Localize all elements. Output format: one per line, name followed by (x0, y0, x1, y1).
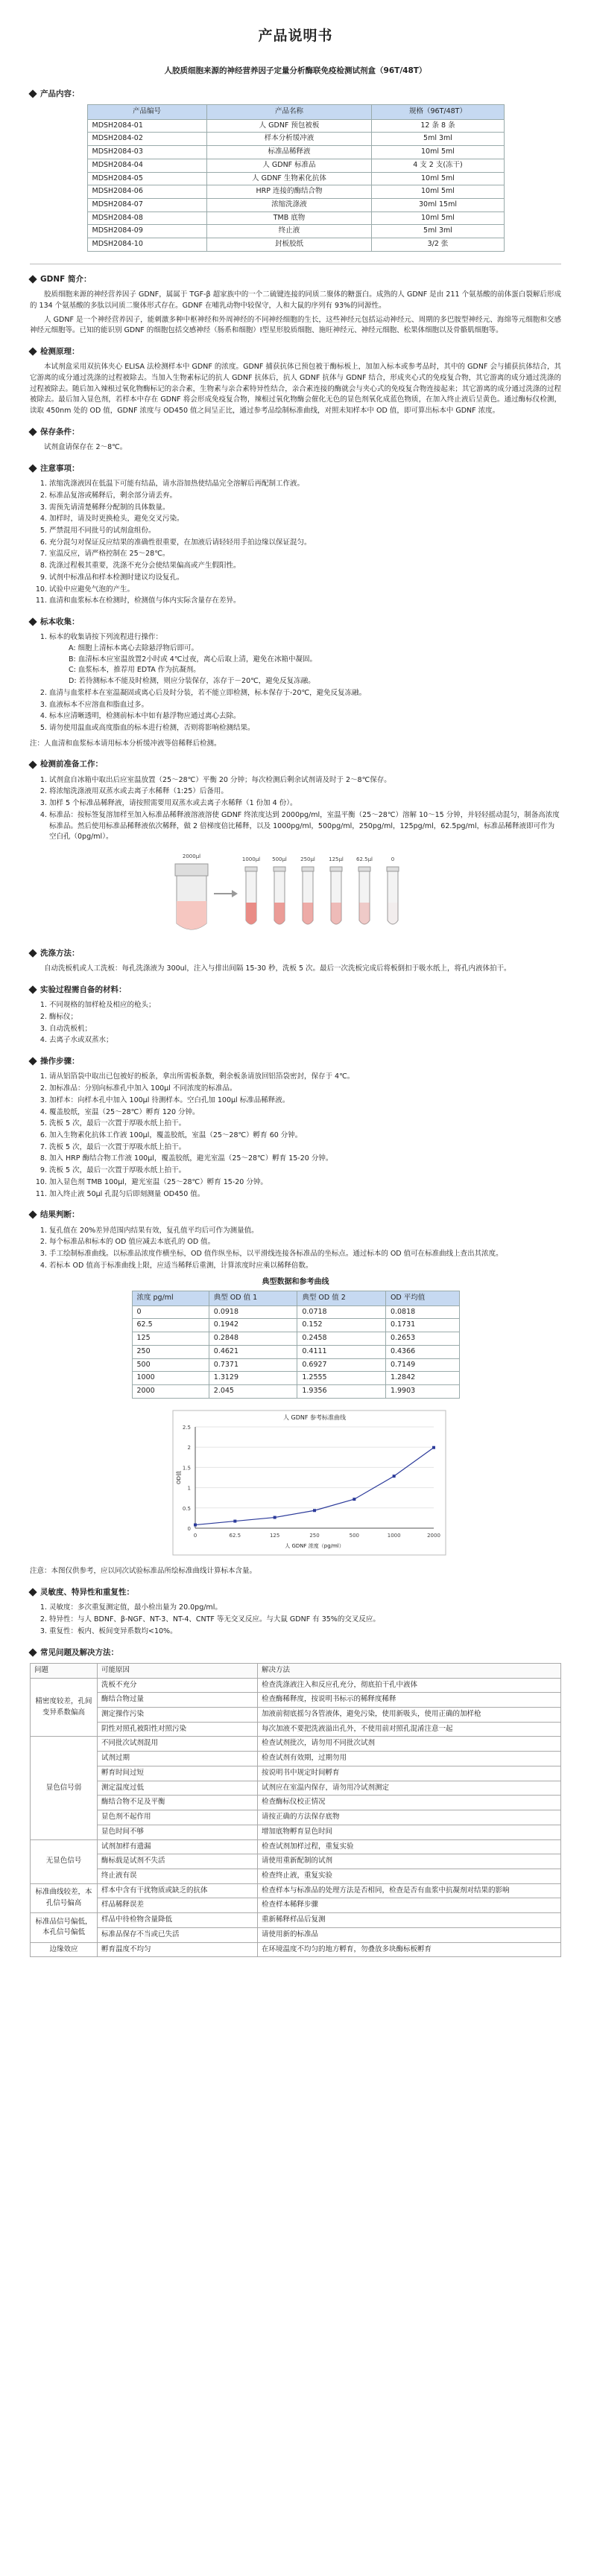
table-cell: 1000 (132, 1372, 209, 1385)
table-cell: 5ml 3ml (372, 225, 504, 238)
procedure-item: 4. 覆盖胶纸，室温（25～28℃）孵育 120 分钟。 (49, 1107, 561, 1119)
table-row (31, 1781, 561, 1796)
table-row (132, 1385, 459, 1399)
table-cell: 30ml 15ml (372, 199, 504, 212)
principle-text: 本试剂盒采用双抗体夹心 ELISA 法检测样本中 GDNF 的浓度。GDNF 捕获抗体已预包被于酶标板上，加加入标本或参考品时，其中的 GDNF 会与捕获抗体结合，其它游离的成分通过洗涤的过程被除去。当加入生物素标记的抗人 GDNF 抗体后，抗人 GDNF 抗体与 GDNF 结合，形成夹心式的免疫复合物，其它游离的成分通过洗涤的过程被除去。随后加入辣根过氧化物酶标记的亲合素，生物素与亲合素特异性结合，亲合素连接的酶就会与夹心式的免疫复合物连接起来；其它游离的成分通过洗涤的过程被除去。最后加入显色剂，若样本中存在 GDNF 将会形成免疫复合物，辣根过氧化物酶会催化无色的显色剂氧化成蓝色物质，在加入终止液后呈黄色。通过酶标仪检测，读取 450nm 处的 OD 值，GDNF 浓度与 OD450 值之间呈正比，通过参考品绘制标准曲线，对照未知样本中 OD 值，即可算出标本中 GDNF 浓度。 (30, 363, 561, 416)
procedure-item: 10. 加入显色剂 TMB 100μl，避光室温（25～28℃）孵育 15-20 分钟。 (49, 1177, 561, 1189)
precaution-item: 6. 充分混匀对保证反应结果的准确性很重要，在加液后请轻轻用手拍边缘以保证混匀。 (49, 538, 561, 549)
data-point (432, 1446, 435, 1448)
table-row (132, 1306, 459, 1319)
intro-paragraph: 人 GDNF 是一个神经营养因子，能刺激多种中枢神经和外周神经的不同神经细胞的生长，这些神经元包括运动神经元、周期的多巴胺型神经元、海绵等元细胞和交感神经元细胞等。已知的能识别 GDNF 的细胞包括交感神经（肠系和细胞）Ⅰ型星形胶质细胞、施旺神经元、神经元细胞、松果体细胞以及骨骼肌细胞等。 (30, 315, 561, 335)
calculation-item: 1. 复孔值在 20%差异范围内结果有效，复孔值平均后可作为测量值。 (49, 1226, 561, 1237)
table-cell: 标准品稀释液 (206, 146, 372, 159)
solution-cell: 每次加液不要把洗液溢出孔外，不使用前对照孔混淆注意一起 (258, 1722, 561, 1737)
std-curve-chart (143, 1409, 449, 1562)
cause-cell: 孵育温度不均匀 (98, 1942, 258, 1957)
x-tick-label: 125 (269, 1532, 279, 1539)
table-row (31, 1766, 561, 1781)
performance-item: 2. 特异性：与人 BDNF、β-NGF、NT-3、NT-4、CNTF 等无交叉反应。与大鼠 GDNF 有 35%的交叉反应。 (49, 1615, 561, 1626)
table-row (31, 1825, 561, 1839)
specimen-list (30, 632, 561, 734)
table-cell: 0.2653 (385, 1332, 459, 1346)
precaution-item: 1. 浓缩洗涤液因在低温下可能有结晶，请水浴加热使结晶完全溶解后再配制工作液。 (49, 479, 561, 490)
procedure-item: 9. 洗板 5 次，最后一次置于厚吸水纸上拍干。 (49, 1165, 561, 1177)
precaution-item: 10. 试验中应避免气泡的产生。 (49, 585, 561, 596)
table-row (132, 1319, 459, 1332)
problem-cell: 显色信号弱 (31, 1737, 98, 1839)
troubleshoot-table (30, 1663, 561, 1957)
doc-subtitle: 人胶质细胞来源的神经营养因子定量分析酶联免疫检测试剂盒（96T/48T） (164, 66, 427, 76)
table-row (31, 1810, 561, 1825)
table-cell: 0.4621 (209, 1345, 297, 1358)
prep-item: 4. 标准品：按标签复溶加样至加入标准品稀释液溶液溶使 GDNF 终浓度达到 2000pg/ml，室温平衡（25～28℃）溶解 10～15 分钟，并轻轻摇动混匀，制备高浓度标准品。然后使用标准品稀释液依次稀释，做 2 倍梯度倍比稀释，以及 1000pg/ml，500pg/ml，250pg/ml，125pg/ml，62.5pg/ml，标准品稀释液即可作为空白孔（0pg/ml）。 (49, 810, 561, 843)
table-cell: 终止液 (206, 225, 372, 238)
solution-cell: 检查洗涤液注入和反应孔充分，彻底拍干孔中液体 (258, 1678, 561, 1693)
chart-note: 注意：本图仅供参考，应以同次试验标准品所绘标准曲线计算标本含量。 (30, 1567, 257, 1576)
table-cell: 5ml 3ml (372, 133, 504, 146)
table-cell: 62.5 (132, 1319, 209, 1332)
data-point (273, 1516, 276, 1518)
problem-cell: 标准品信号偏低，本孔信号偏低 (31, 1913, 98, 1942)
table-cell: 10ml 5ml (372, 146, 504, 159)
performance-item: 3. 重复性：板内、板间变异系数均<10%。 (49, 1626, 561, 1638)
table-row (31, 1678, 561, 1693)
table-row (87, 119, 504, 133)
series-line (195, 1447, 434, 1524)
table-row (31, 1913, 561, 1928)
table-row (31, 1722, 561, 1737)
table-cell: 0.4366 (385, 1345, 459, 1358)
table-cell: 10ml 5ml (372, 185, 504, 199)
y-axis-label: OD值 (175, 1470, 182, 1484)
precaution-item: 4. 加样时，请及时更换枪头，避免交叉污染。 (49, 514, 561, 525)
figure-label: 125μl (328, 856, 344, 863)
bullet-icon (28, 760, 37, 769)
y-tick-label: 2.5 (182, 1424, 191, 1431)
problem-cell: 边缘效应 (31, 1942, 98, 1957)
solution-cell: 检查试剂有效期，过期勿用 (258, 1752, 561, 1766)
table-cell: 0.0818 (385, 1306, 459, 1319)
std-curve-svg (143, 1409, 449, 1558)
stock-tube-icon (175, 864, 208, 929)
bullet-icon (28, 1588, 37, 1597)
table-cell: 0.2848 (209, 1332, 297, 1346)
cause-cell: 样品中待检物含量降低 (98, 1913, 258, 1928)
cause-cell: 测定温度过低 (98, 1781, 258, 1796)
components-table (87, 104, 505, 252)
calculation-list (30, 1226, 561, 1272)
table-cell: MDSH2084-07 (87, 199, 206, 212)
procedure-list (30, 1072, 561, 1200)
table-cell: MDSH2084-08 (87, 212, 206, 225)
precaution-item: 9. 试剂中标准品和样本检测时建议均设复孔。 (49, 573, 561, 584)
table-header: 典型 OD 值 1 (209, 1291, 297, 1306)
table-header: 产品名称 (206, 104, 372, 119)
table-row (31, 1839, 561, 1854)
table-row (87, 172, 504, 185)
table-row (31, 1898, 561, 1913)
specimen-item: 3. 血液标本不应溶血和脂血过多。 (49, 700, 561, 711)
section-heading-precautions: 注意事项： (30, 462, 561, 474)
section-heading-procedure: 操作步骤： (30, 1055, 561, 1067)
table-row (87, 133, 504, 146)
table-row (87, 199, 504, 212)
test-tube-icon (330, 867, 342, 924)
table-cell: TMB 底物 (206, 212, 372, 225)
table-cell: 样本分析缓冲液 (206, 133, 372, 146)
bullet-icon (28, 427, 37, 436)
bullet-icon (28, 464, 37, 472)
figure-label: 0 (391, 856, 394, 863)
table-cell: 0.0918 (209, 1306, 297, 1319)
table-cell: 1.2555 (297, 1372, 386, 1385)
specimen-subitem: B: 血清标本应室温放置2小时或 4℃过夜，离心后取上清，避免在冰箱中凝固。 (69, 655, 317, 664)
test-tube-icon (274, 867, 285, 924)
test-tube-icon (245, 867, 257, 924)
calculation-item: 2. 每个标准品和标本的 OD 值应减去本底孔的 OD 值。 (49, 1237, 561, 1248)
table-row (132, 1372, 459, 1385)
arrow-icon (214, 890, 238, 897)
figure-label: 250μl (300, 856, 315, 863)
data-point (313, 1509, 316, 1512)
cause-cell: 标准品保存不当或已失活 (98, 1927, 258, 1942)
table-cell: 10ml 5ml (372, 212, 504, 225)
table-cell: HRP 连接的酶结合物 (206, 185, 372, 199)
section-heading-specimen: 标本收集： (30, 616, 561, 628)
table-cell: 0.0718 (297, 1306, 386, 1319)
prep-item: 2. 将浓缩洗涤液用双蒸水或去离子水稀释（1:25）后备用。 (49, 786, 561, 798)
calculation-item: 4. 若标本 OD 值高于标准曲线上限，应适当稀释后重测，计算浓度时应乘以稀释倍数。 (49, 1261, 561, 1272)
intro-paragraph: 胶质细胞来源的神经营养因子 GDNF，属属于 TGF-β 超家族中的一个二硫键连接的同质二聚体的糖蛋白。成熟的人 GDNF 是由 211 个氨基酸的前体蛋白裂解后形成的 134 个氨基酸的多肽以同质二聚体形式存在。GDNF 在哺乳动物中较保守，人和大鼠的序列有 93%的同源性。 (30, 290, 561, 310)
std-data-title: 典型数据和参考曲线 (262, 1277, 329, 1286)
cause-cell: 试剂过期 (98, 1752, 258, 1766)
x-tick-label: 2000 (426, 1532, 440, 1539)
solution-cell: 试剂应在室温内保存，请勿用冷试剂测定 (258, 1781, 561, 1796)
test-tube-icon (358, 867, 370, 924)
x-tick-label: 500 (349, 1532, 359, 1539)
specimen-item: 2. 血清与血浆样本在室温凝固或离心后及时分装，若不能立即检测，标本保存于-20℃，避免反复冻融。 (49, 688, 561, 699)
table-cell: MDSH2084-04 (87, 159, 206, 172)
bullet-icon (28, 986, 37, 994)
table-cell: 0.152 (297, 1319, 386, 1332)
table-cell: 0.4111 (297, 1345, 386, 1358)
table-cell: MDSH2084-10 (87, 238, 206, 252)
cause-cell: 阴性对照孔被阳性对照污染 (98, 1722, 258, 1737)
figure-label: 1000μl (241, 856, 260, 863)
table-header: 问题 (31, 1663, 98, 1678)
table-row (132, 1332, 459, 1346)
table-cell: 人 GDNF 预包被板 (206, 119, 372, 133)
bullet-icon (28, 617, 37, 626)
calculation-item: 3. 手工绘制标准曲线。以标准品浓度作横坐标，OD 值作纵坐标，以平滑线连接各标准品的坐标点。通过标本的 OD 值可在标准曲线上查出其浓度。 (49, 1249, 561, 1260)
table-row (31, 1693, 561, 1708)
specimen-subitem: D: 若待测标本不能及时检测，则应分装保存，冻存于－20℃，避免反复冻融。 (69, 677, 315, 686)
solution-cell: 检查酶稀释度，按说明书标示的稀释度稀释 (258, 1693, 561, 1708)
figure-label: 2000μl (182, 853, 200, 860)
solution-cell: 检查试剂加样过程，重复实验 (258, 1839, 561, 1854)
specimen-item: 1. 标本的收集请按下列流程进行操作： A: 细胞上清标本离心去除悬浮物后即可。 B: 血清标本应室温放置2小时或 4℃过夜，离心后取上清，避免在冰箱中凝固。 C: 血浆标本，推荐用 EDTA 作为抗凝剂。 D: 若待测标本不能及时检测，则应分装保存，冻存于－20℃，避免反复冻融。 (49, 632, 561, 687)
procedure-item: 3. 加样本：向样本孔中加入 100μl 待测样本。空白孔加 100μl 标准品稀释液。 (49, 1095, 561, 1107)
table-row (31, 1883, 561, 1898)
table-row (87, 146, 504, 159)
table-header: 规格（96T/48T） (372, 104, 504, 119)
y-tick-label: 2 (187, 1444, 191, 1451)
table-cell: 250 (132, 1345, 209, 1358)
solution-cell: 检查终止液，重复实验 (258, 1869, 561, 1883)
cause-cell: 显色剂不起作用 (98, 1810, 258, 1825)
equipment-item: 2. 酶标仪； (49, 1012, 561, 1023)
table-cell: MDSH2084-09 (87, 225, 206, 238)
table-cell: 1.3129 (209, 1372, 297, 1385)
table-row (31, 1927, 561, 1942)
prep-item: 3. 加样 5 个标准品稀释液，请按照需要用双蒸水或去离子水稀释（1 份加 4 份）。 (49, 798, 561, 810)
x-axis-label: 人 GDNF 浓度（pg/ml） (284, 1542, 344, 1549)
prep-list (30, 775, 561, 843)
cause-cell: 样本中含有干扰物质或缺乏的抗体 (98, 1883, 258, 1898)
cause-cell: 显色时间不够 (98, 1825, 258, 1839)
table-header: 解决方法 (258, 1663, 561, 1678)
bullet-icon (28, 89, 37, 98)
precautions-list (30, 479, 561, 607)
table-header: OD 平均值 (385, 1291, 459, 1306)
solution-cell: 请按正确的方法保存底物 (258, 1810, 561, 1825)
table-cell: 12 条 8 条 (372, 119, 504, 133)
table-cell: MDSH2084-01 (87, 119, 206, 133)
cause-cell: 孵育时间过短 (98, 1766, 258, 1781)
x-tick-label: 1000 (387, 1532, 401, 1539)
solution-cell: 增加底物孵育显色时间 (258, 1825, 561, 1839)
table-cell: 1.2842 (385, 1372, 459, 1385)
table-header: 产品编号 (87, 104, 206, 119)
figure-label: 62.5μl (355, 856, 373, 863)
equipment-item: 1. 不同规格的加样枪及相应的枪头； (49, 1000, 561, 1011)
section-heading-storage: 保存条件： (30, 426, 561, 438)
doc-title: 产品说明书 (258, 28, 333, 44)
table-cell: 0.7371 (209, 1358, 297, 1372)
x-tick-label: 0 (193, 1532, 197, 1539)
precaution-item: 11. 血清和血浆标本在检测时，检测值与体内实际含量存在差异。 (49, 596, 561, 607)
data-point (194, 1523, 197, 1526)
table-cell: 3/2 张 (372, 238, 504, 252)
table-cell: 1.9903 (385, 1385, 459, 1399)
procedure-item: 7. 洗板 5 次，最后一次置于厚吸水纸上拍干。 (49, 1142, 561, 1154)
table-row (132, 1358, 459, 1372)
equipment-list (30, 1000, 561, 1046)
table-row (31, 1708, 561, 1723)
section-heading-prep: 检测前准备工作： (30, 758, 561, 770)
solution-cell: 重新稀释样品后复测 (258, 1913, 561, 1928)
problem-cell: 精密度较差，孔间变异系数偏高 (31, 1678, 98, 1737)
table-cell: 10ml 5ml (372, 172, 504, 185)
precaution-item: 8. 洗涤过程极其重要，洗涤不充分会使结果偏高或产生假阳性。 (49, 561, 561, 572)
cause-cell: 试剂加样有遗漏 (98, 1839, 258, 1854)
wash-text: 自动洗板机或人工洗板：每孔洗涤液为 300ul，注入与排出间隔 15-30 秒，洗板 5 次。最后一次洗板完成后将板倒扣于吸水纸上，将孔内液体拍干。 (44, 964, 511, 973)
table-row (31, 1942, 561, 1957)
table-cell: 封板胶纸 (206, 238, 372, 252)
table-header: 典型 OD 值 2 (297, 1291, 386, 1306)
y-tick-label: 0.5 (182, 1505, 191, 1512)
section-heading-wash: 洗涤方法： (30, 947, 561, 959)
bullet-icon (28, 275, 37, 283)
procedure-item: 2. 加标准品：分别向标准孔中加入 100μl 不同浓度的标准品。 (49, 1084, 561, 1095)
specimen-subitem: A: 细胞上清标本离心去除悬浮物后即可。 (69, 644, 199, 653)
data-point (392, 1475, 395, 1478)
table-row (87, 238, 504, 252)
table-row (87, 212, 504, 225)
equipment-item: 3. 自动洗板机； (49, 1024, 561, 1035)
table-row (31, 1737, 561, 1752)
table-cell: 人 GDNF 生物素化抗体 (206, 172, 372, 185)
table-row (31, 1869, 561, 1883)
data-point (233, 1519, 236, 1522)
bullet-icon (28, 950, 37, 958)
precaution-item: 7. 室温反应，请严格控制在 25～28℃。 (49, 549, 561, 560)
storage-text: 试剂盒请保存在 2～8℃。 (44, 443, 127, 452)
section-heading-intro: GDNF 简介： (30, 273, 561, 285)
table-row (31, 1796, 561, 1810)
intro-paragraphs (30, 290, 561, 337)
precaution-item: 5. 严禁混用不同批号的试剂盒组份。 (49, 526, 561, 537)
cause-cell: 酶结合物过量 (98, 1693, 258, 1708)
solution-cell: 检查试剂批次，请勿用不同批次试剂 (258, 1737, 561, 1752)
precaution-item: 3. 需预先请清楚稀释分配制的具体数量。 (49, 503, 561, 514)
solution-cell: 检查样本与标准品的处理方法是否相同，检查是否有血浆中抗凝剂对结果的影响 (258, 1883, 561, 1898)
section-heading-components: 产品内容： (30, 88, 561, 100)
table-row (87, 225, 504, 238)
bullet-icon (28, 347, 37, 355)
figure-label: 500μl (271, 856, 287, 863)
table-header: 浓度 pg/ml (132, 1291, 209, 1306)
bullet-icon (28, 1058, 37, 1066)
table-cell: MDSH2084-06 (87, 185, 206, 199)
bullet-icon (28, 1211, 37, 1219)
std-data-table (132, 1291, 460, 1399)
cause-cell: 终止液有误 (98, 1869, 258, 1883)
table-cell: 0 (132, 1306, 209, 1319)
data-point (353, 1498, 355, 1501)
equipment-item: 4. 去离子水或双蒸水； (49, 1035, 561, 1046)
prep-item: 1. 试剂盒自冰箱中取出后应室温放置（25～28℃）平衡 20 分钟；每次检测后剩余试剂请及时于 2～8℃保存。 (49, 775, 561, 786)
table-cell: 2000 (132, 1385, 209, 1399)
specimen-item: 4. 标本应清晰透明，检测前标本中如有悬浮物应通过离心去除。 (49, 711, 561, 722)
section-heading-principle: 检测原理： (30, 346, 561, 357)
specimen-item: 5. 请勿使用温血或高度脂血的标本进行检测，否则将影响检测结果。 (49, 723, 561, 734)
section-heading-troubleshoot: 常见问题及解决方法： (30, 1647, 561, 1659)
precaution-item: 2. 标准品复溶或稀释后，剩余部分请丢弃。 (49, 491, 561, 502)
table-cell: 125 (132, 1332, 209, 1346)
procedure-item: 8. 加入 HRP 酶结合物工作液 100μl，覆盖胶纸，避光室温（25～28℃）孵育 15-20 分钟。 (49, 1154, 561, 1165)
table-row (31, 1854, 561, 1869)
solution-cell: 检查样本稀释步骤 (258, 1898, 561, 1913)
procedure-item: 6. 加入生物素化抗体工作液 100μl，覆盖胶纸，室温（25～28℃）孵育 60 分钟。 (49, 1130, 561, 1142)
solution-cell: 检查酶标仪校正情况 (258, 1796, 561, 1810)
section-heading-performance: 灵敏度、特异性和重复性： (30, 1586, 561, 1598)
table-cell: MDSH2084-05 (87, 172, 206, 185)
procedure-item: 11. 加入终止液 50μl 孔混匀后即刻测量 OD450 值。 (49, 1189, 561, 1200)
problem-cell: 无显色信号 (31, 1839, 98, 1883)
table-header: 可能原因 (98, 1663, 258, 1678)
y-tick-label: 1.5 (182, 1465, 191, 1472)
solution-cell: 按说明书中规定时间孵育 (258, 1766, 561, 1781)
specimen-subitem: C: 血浆标本，推荐用 EDTA 作为抗凝剂。 (69, 666, 200, 675)
procedure-item: 5. 洗板 5 次，最后一次置于厚吸水纸上拍干。 (49, 1119, 561, 1130)
table-cell: 0.1731 (385, 1319, 459, 1332)
table-cell: 人 GDNF 标准品 (206, 159, 372, 172)
table-cell: 浓缩洗涤液 (206, 199, 372, 212)
solution-cell: 请使用重新配制的试剂 (258, 1854, 561, 1869)
section-heading-calc: 结果判断： (30, 1209, 561, 1221)
specimen-note: 注：人血清和血浆标本请用标本分析缓冲液等倍稀释后检测。 (30, 739, 221, 748)
table-cell: 500 (132, 1358, 209, 1372)
y-tick-label: 0 (187, 1525, 191, 1532)
cause-cell: 酶结合物不足及平衡 (98, 1796, 258, 1810)
table-cell: 0.6927 (297, 1358, 386, 1372)
table-row (132, 1345, 459, 1358)
performance-item: 1. 灵敏度：多次重复测定值，最小检出量为 20.0pg/ml。 (49, 1603, 561, 1614)
solution-cell: 请使用新的标准品 (258, 1927, 561, 1942)
table-cell: 1.9356 (297, 1385, 386, 1399)
cause-cell: 洗板不充分 (98, 1678, 258, 1693)
procedure-item: 1. 请从铝箔袋中取出已包被好的板条，拿出所需板条数，剩余板条请放回铝箔袋密封，保存于 4℃。 (49, 1072, 561, 1083)
chart-title: 人 GDNF 参考标准曲线 (282, 1413, 346, 1421)
dilution-figure (169, 849, 423, 938)
table-cell: 0.2458 (297, 1332, 386, 1346)
section-heading-equipment: 实验过程需自备的材料： (30, 984, 561, 996)
table-row (87, 159, 504, 172)
table-cell: MDSH2084-02 (87, 133, 206, 146)
x-tick-label: 62.5 (229, 1532, 241, 1539)
table-cell: 0.7149 (385, 1358, 459, 1372)
problem-cell: 标准曲线较差，本孔信号偏高 (31, 1883, 98, 1912)
cause-cell: 样品稀释误差 (98, 1898, 258, 1913)
table-cell: 0.1942 (209, 1319, 297, 1332)
solution-cell: 加液前彻底摇匀各管液体，避免污染，使用新吸头，使用正确的加样枪 (258, 1708, 561, 1723)
table-row (31, 1752, 561, 1766)
table-cell: 4 支 2 支(冻干) (372, 159, 504, 172)
cause-cell: 酶标载是试剂不失活 (98, 1854, 258, 1869)
x-tick-label: 250 (309, 1532, 320, 1539)
y-tick-label: 1 (187, 1485, 191, 1492)
test-tube-icon (387, 867, 399, 924)
cause-cell: 测定操作污染 (98, 1708, 258, 1723)
cause-cell: 不同批次试剂混用 (98, 1737, 258, 1752)
solution-cell: 在环境温度不均匀的地方孵育，勿叠放多块酶标板孵育 (258, 1942, 561, 1957)
table-cell: MDSH2084-03 (87, 146, 206, 159)
bullet-icon (28, 1648, 37, 1656)
test-tube-icon (302, 867, 314, 924)
table-cell: 2.045 (209, 1385, 297, 1399)
table-row (87, 185, 504, 199)
performance-list (30, 1603, 561, 1637)
